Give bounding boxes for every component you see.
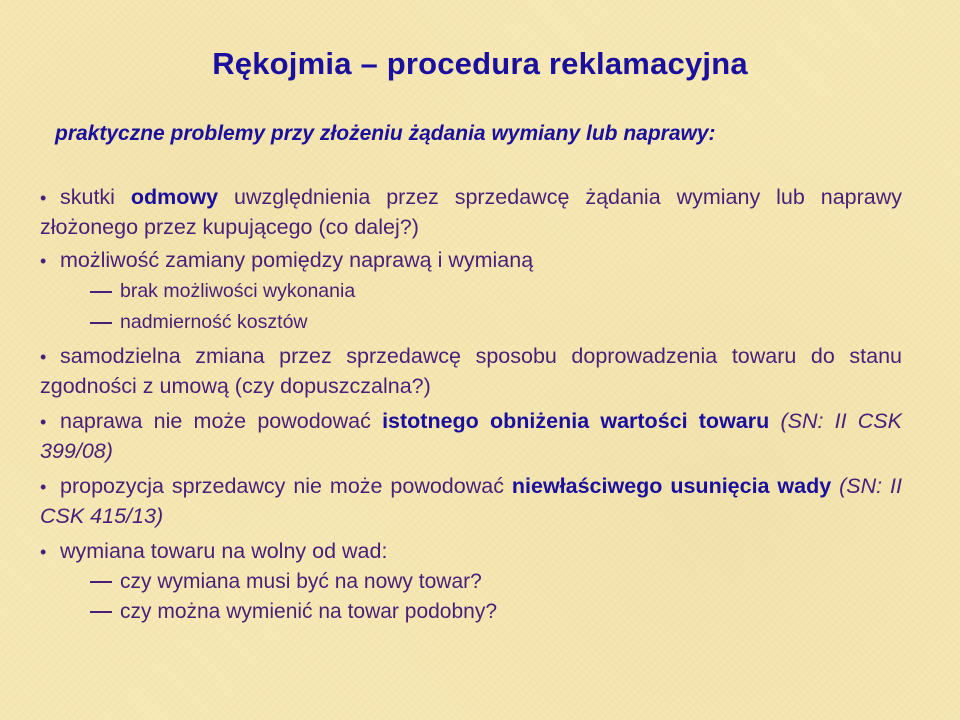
sub-item-text: czy wymiana musi być na nowy towar? bbox=[120, 570, 482, 593]
bullet-item-1 bbox=[40, 183, 902, 242]
sub-item-text: czy można wymienić na towar podobny? bbox=[120, 600, 498, 623]
bullet-icon: • bbox=[40, 188, 47, 208]
sub-item-4 bbox=[40, 597, 902, 627]
bullet-text-italic: (SN: II CSK 399/08) bbox=[40, 409, 902, 463]
sub-item-2 bbox=[40, 307, 902, 338]
dash-icon bbox=[90, 291, 112, 293]
dash-icon bbox=[90, 611, 112, 613]
bullet-text: skutki bbox=[60, 185, 131, 209]
bullet-item-5 bbox=[40, 472, 902, 531]
bullet-text-strong: istotnego obniżenia wartości towaru bbox=[382, 409, 770, 433]
sub-item-3 bbox=[40, 567, 902, 597]
bullet-item-3 bbox=[40, 342, 902, 401]
bullet-icon: • bbox=[40, 542, 47, 562]
dash-icon bbox=[90, 322, 112, 324]
bullet-item-6 bbox=[40, 537, 902, 567]
bullet-icon: • bbox=[40, 347, 47, 367]
bullet-item-4 bbox=[40, 407, 902, 466]
sub-item-text: brak możliwości wykonania bbox=[120, 280, 356, 302]
sub-item-1 bbox=[40, 276, 902, 307]
bullet-icon: • bbox=[40, 251, 47, 271]
sub-item-text: nadmierność kosztów bbox=[120, 311, 308, 333]
bullet-text-strong: odmowy bbox=[130, 185, 219, 209]
bullet-list bbox=[40, 183, 902, 627]
bullet-text-strong: niewłaściwego usunięcia wady bbox=[511, 474, 832, 498]
bullet-icon: • bbox=[40, 477, 47, 497]
bullet-text: samodzielna zmiana przez sprzedawcę sposobu doprowadzenia towaru do stanu zgodności z umową (czy dopuszczalna?) bbox=[40, 344, 902, 398]
dash-icon bbox=[90, 581, 112, 583]
bullet-text: uwzględnienia przez sprzedawcę żądania wymiany lub naprawy złożonego przez kupującego (co dalej?) bbox=[40, 185, 902, 239]
bullet-text: wymiana towaru na wolny od wad: bbox=[60, 539, 388, 563]
bullet-text: propozycja sprzedawcy nie może powodować bbox=[60, 474, 512, 498]
bullet-text: możliwość zamiany pomiędzy naprawą i wymianą bbox=[60, 248, 534, 272]
bullet-item-2 bbox=[40, 246, 902, 276]
bullet-text: naprawa nie może powodować bbox=[60, 409, 383, 433]
bullet-icon: • bbox=[40, 412, 47, 432]
slide-subtitle: praktyczne problemy przy złożeniu żądania wymiany lub naprawy: bbox=[55, 122, 716, 145]
bullet-text-italic: (SN: II CSK 415/13) bbox=[40, 474, 902, 528]
slide-title: Rękojmia – procedura reklamacyjna bbox=[212, 46, 748, 81]
